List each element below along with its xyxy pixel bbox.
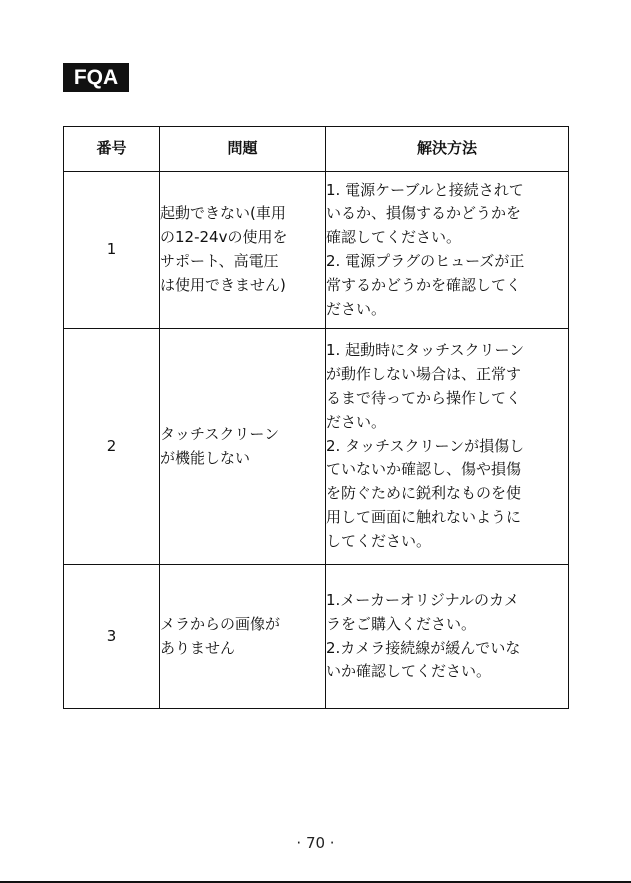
solution-line: 1. 電源ケーブルと接続されて xyxy=(326,180,524,199)
solution-cell xyxy=(326,565,569,709)
solution-line: るまで待ってから操作してく xyxy=(326,389,522,407)
row-number: 2 xyxy=(64,329,160,565)
problem-cell xyxy=(160,172,326,329)
problem-line: は使用できません) xyxy=(160,275,286,294)
solution-line: 用して画面に触れないように xyxy=(326,507,522,526)
table-row xyxy=(64,172,569,329)
solution-line: ていないか確認し、傷や損傷 xyxy=(326,460,522,479)
problem-line: 起動できない(車用 xyxy=(160,204,286,223)
section-title-badge: FQA xyxy=(63,63,129,92)
solution-line: ラをご購入ください。 xyxy=(326,614,477,633)
header-number: 番号 xyxy=(64,127,160,172)
problem-line: が機能しない xyxy=(160,448,251,467)
page-number: · 70 · xyxy=(296,834,335,852)
problem-line: ありません xyxy=(160,638,236,657)
problem-line: の12-24vの使用を xyxy=(160,228,288,247)
problem-line: メラからの画像が xyxy=(160,614,281,633)
row-number: 3 xyxy=(64,565,160,709)
solution-cell xyxy=(326,329,569,565)
header-problem: 問題 xyxy=(160,127,326,172)
solution-line: 2.カメラ接続線が緩んでいな xyxy=(326,638,521,657)
solution-line: いか確認してください。 xyxy=(326,662,492,681)
solution-cell xyxy=(326,172,569,329)
solution-line: を防ぐために鋭利なものを使 xyxy=(326,484,522,503)
solution-line: ださい。 xyxy=(326,412,387,431)
problem-cell xyxy=(160,565,326,709)
solution-line: してください。 xyxy=(326,531,432,550)
solution-line: いるか、損傷するかどうかを xyxy=(326,204,522,223)
solution-line: 確認してください。 xyxy=(326,228,462,247)
problem-cell xyxy=(160,329,326,565)
solution-line: 1.メーカーオリジナルのカメ xyxy=(326,590,519,609)
solution-line: が動作しない場合は、正常す xyxy=(326,365,522,384)
solution-line: 2. タッチスクリーンが損傷し xyxy=(326,436,525,455)
solution-line: 常するかどうかを確認してく xyxy=(326,275,522,294)
table-row xyxy=(64,329,569,565)
table-row xyxy=(64,565,569,709)
solution-line: ださい。 xyxy=(326,299,387,318)
problem-line: サポート、高電圧 xyxy=(160,252,279,270)
solution-line: 1. 起動時にタッチスクリーン xyxy=(326,341,525,360)
header-solution: 解決方法 xyxy=(326,127,569,172)
row-number: 1 xyxy=(64,172,160,329)
problem-line: タッチスクリーン xyxy=(160,424,280,443)
solution-line: 2. 電源プラグのヒューズが正 xyxy=(326,252,525,270)
fqa-table xyxy=(63,126,569,709)
table-header-row xyxy=(64,127,569,172)
